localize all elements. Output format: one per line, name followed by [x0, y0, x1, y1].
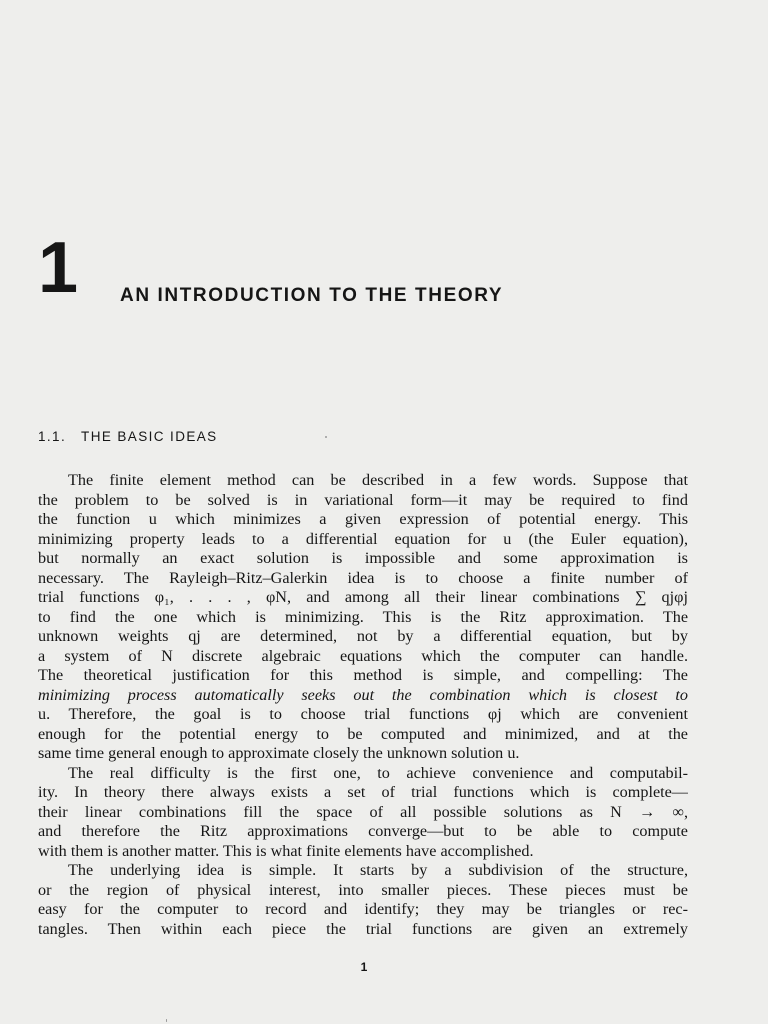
text-line: The underlying idea is simple. It starts by a subdivision of the structure,: [68, 861, 688, 879]
text-line: u. Therefore, the goal is to choose trial functions φj which are convenient: [38, 705, 688, 723]
text-line: easy for the computer to record and identify; they may be triangles or rec-: [38, 900, 688, 918]
body-text: [38, 471, 688, 939]
text-line: and therefore the Ritz approximations converge—but to be able to compute: [38, 822, 688, 840]
text-line: but normally an exact solution is impossible and some approximation is: [38, 549, 688, 567]
text-line: unknown weights qj are determined, not by a differential equation, but by: [38, 627, 688, 645]
scan-speck: [325, 436, 327, 438]
text-line: or the region of physical interest, into smaller pieces. These pieces must be: [38, 880, 688, 899]
text-line: enough for the potential energy to be computed and minimized, and at the: [38, 724, 688, 743]
text-line: the problem to be solved is in variational form—it may be required to find: [38, 490, 688, 509]
section-title: THE BASIC IDEAS: [81, 429, 218, 444]
text-line: with them is another matter. This is what finite elements have accomplished.: [38, 841, 534, 860]
text-line: tangles. Then within each piece the trial functions are given an extremely: [38, 919, 688, 938]
chapter-title: AN INTRODUCTION TO THE THEORY: [120, 285, 504, 306]
page-number: 1: [360, 960, 368, 974]
text-line: to find the one which is minimizing. This is the Ritz approximation. The: [38, 607, 688, 626]
text-line: The finite element method can be described in a few words. Suppose that: [68, 471, 688, 489]
text-line: the function u which minimizes a given expression of potential energy. This: [38, 510, 688, 528]
text-line-italic: minimizing process automatically seeks out the combination which is closest to: [38, 685, 688, 704]
text-line: a system of N discrete algebraic equations which the computer can handle.: [38, 646, 688, 665]
text-line: necessary. The Rayleigh–Ritz–Galerkin idea is to choose a finite number of: [38, 568, 688, 587]
text-line: The real difficulty is the first one, to achieve convenience and computabil-: [68, 763, 688, 782]
chapter-number: 1: [38, 228, 77, 308]
text-line: ity. In theory there always exists a set of trial functions which is complete—: [38, 783, 688, 801]
text-line: minimizing property leads to a differential equation for u (the Euler equation),: [38, 529, 688, 548]
section-number: 1.1.: [38, 429, 67, 444]
text-line: The theoretical justification for this method is simple, and compelling: The: [38, 666, 688, 684]
text-line: trial functions φ₁, . . . , φN, and among all their linear combinations ∑ qjφj: [38, 588, 688, 606]
section-heading: [38, 429, 218, 444]
text-line: their linear combinations fill the space of all possible solutions as N → ∞,: [38, 802, 688, 821]
text-line: same time general enough to approximate closely the unknown solution u.: [38, 744, 520, 762]
scan-speck: [166, 1019, 167, 1022]
